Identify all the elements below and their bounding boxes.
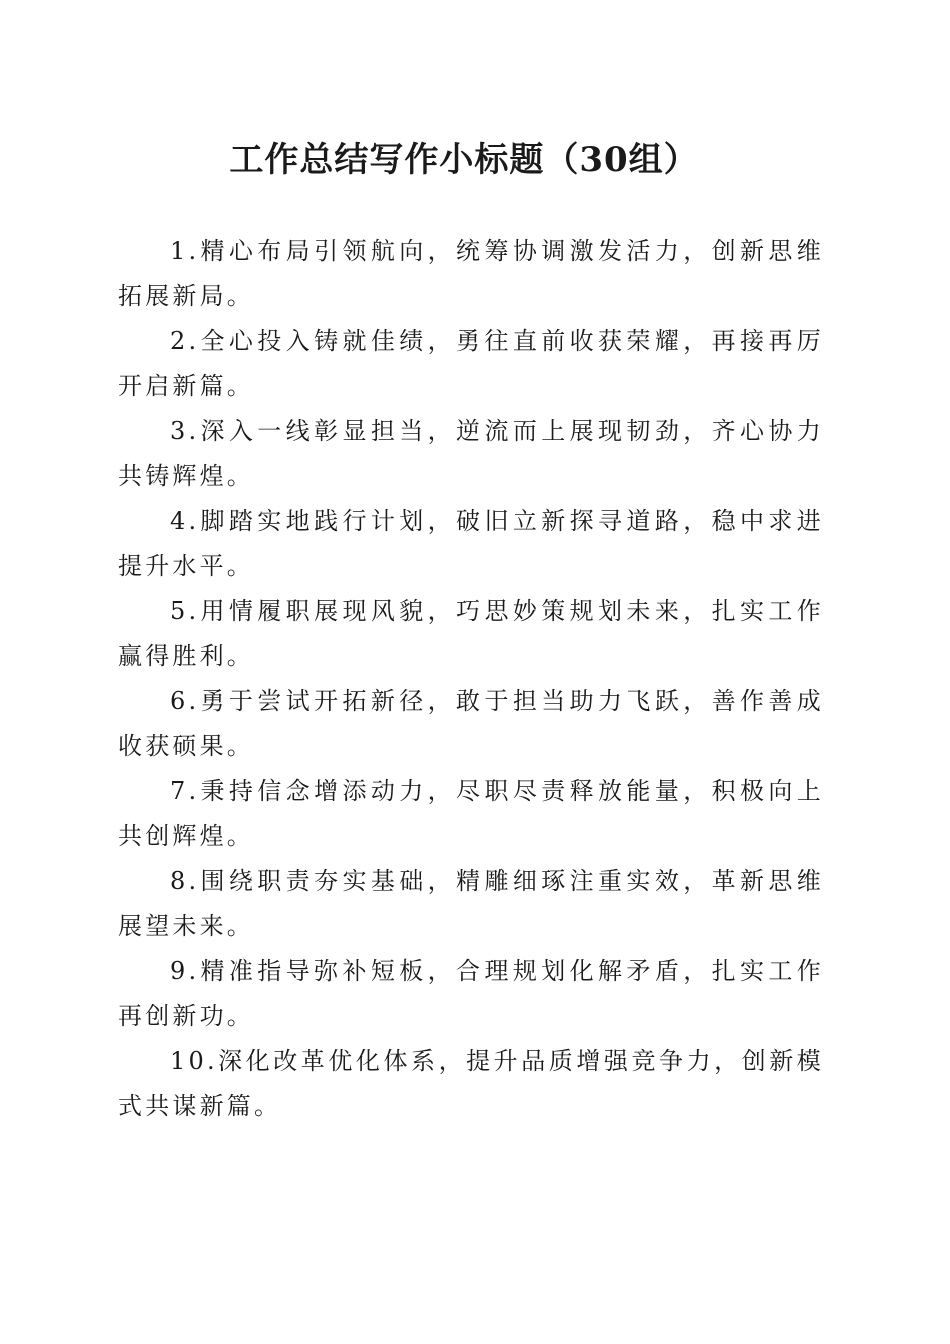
list-item: 9.精准指导弥补短板，合理规划化解矛盾，扎实工作再创新功。 (118, 957, 824, 1030)
list-item: 1.精心布局引领航向，统筹协调激发活力，创新思维拓展新局。 (118, 237, 824, 310)
list-item: 2.全心投入铸就佳绩，勇往直前收获荣耀，再接再厉开启新篇。 (118, 327, 824, 400)
list-item: 4.脚踏实地践行计划，破旧立新探寻道路，稳中求进提升水平。 (118, 507, 824, 580)
list-item: 6.勇于尝试开拓新径，敢于担当助力飞跃，善作善成收获硕果。 (118, 687, 824, 760)
list-item: 5.用情履职展现风貌，巧思妙策规划未来，扎实工作赢得胜利。 (118, 597, 824, 670)
list-item: 8.围绕职责夯实基础，精雕细琢注重实效，革新思维展望未来。 (118, 867, 824, 940)
list-item: 10.深化改革优化体系，提升品质增强竞争力，创新模式共谋新篇。 (118, 1047, 824, 1120)
list-item: 7.秉持信念增添动力，尽职尽责释放能量，积极向上共创辉煌。 (118, 777, 824, 850)
list-item: 3.深入一线彰显担当，逆流而上展现韧劲，齐心协力共铸辉煌。 (118, 417, 824, 490)
heading-list (118, 229, 824, 1129)
document-title: 工作总结写作小标题（30组） (229, 140, 699, 180)
